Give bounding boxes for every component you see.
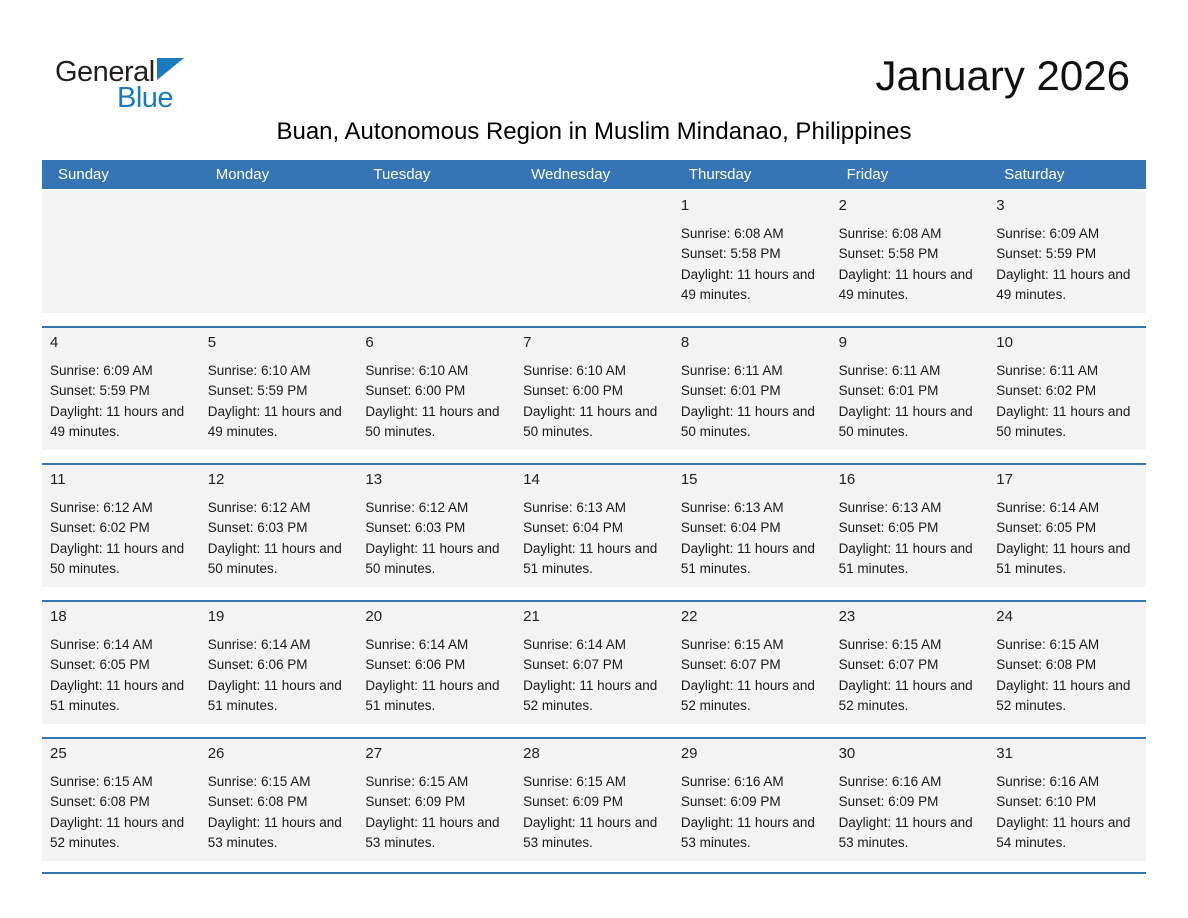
weekday-header-sunday: Sunday bbox=[58, 166, 109, 183]
day-cell bbox=[200, 191, 358, 313]
daylight-text: Daylight: 11 hours and 51 minutes. bbox=[365, 677, 500, 713]
sunset-text: Sunset: 6:05 PM bbox=[996, 520, 1097, 536]
daylight-text: Daylight: 11 hours and 51 minutes. bbox=[207, 677, 342, 713]
day-cell bbox=[357, 465, 515, 587]
day-number: 21 bbox=[523, 608, 540, 625]
sunset-text: Sunset: 6:04 PM bbox=[523, 520, 623, 536]
sunrise-text: Sunrise: 6:13 AM bbox=[523, 500, 626, 515]
day-cell bbox=[200, 465, 358, 587]
day-cell bbox=[831, 328, 989, 450]
sunset-text: Sunset: 6:00 PM bbox=[523, 383, 623, 399]
day-number: 1 bbox=[680, 197, 690, 214]
sunrise-text: Sunrise: 6:11 AM bbox=[680, 363, 783, 378]
sunrise-text: Sunrise: 6:15 AM bbox=[838, 637, 942, 652]
day-number: 7 bbox=[523, 334, 532, 351]
day-number: 6 bbox=[365, 334, 374, 351]
daylight-text: Daylight: 11 hours and 51 minutes. bbox=[523, 540, 658, 576]
day-cell bbox=[988, 191, 1146, 313]
week-row-3 bbox=[42, 463, 1146, 587]
sunrise-text: Sunrise: 6:08 AM bbox=[838, 226, 942, 241]
daylight-text: Daylight: 11 hours and 52 minutes. bbox=[680, 677, 815, 713]
month-title: January 2026 bbox=[875, 52, 1130, 99]
daylight-text: Daylight: 11 hours and 49 minutes. bbox=[50, 403, 185, 439]
sunset-text: Sunset: 6:05 PM bbox=[50, 657, 150, 673]
day-cell bbox=[673, 465, 831, 587]
day-number: 24 bbox=[996, 608, 1013, 625]
logo-text-general: General bbox=[55, 56, 155, 88]
daylight-text: Daylight: 11 hours and 50 minutes. bbox=[365, 540, 500, 576]
sunset-text: Sunset: 6:07 PM bbox=[523, 657, 623, 673]
daylight-text: Daylight: 11 hours and 52 minutes. bbox=[523, 677, 658, 713]
day-cell bbox=[515, 191, 673, 313]
daylight-text: Daylight: 11 hours and 50 minutes. bbox=[680, 403, 815, 439]
day-cell bbox=[988, 328, 1146, 450]
sunset-text: Sunset: 6:06 PM bbox=[207, 657, 308, 673]
day-cell bbox=[357, 328, 515, 450]
week-row-1 bbox=[42, 191, 1146, 313]
sunset-text: Sunset: 6:09 PM bbox=[365, 794, 466, 810]
sunrise-text: Sunrise: 6:15 AM bbox=[207, 774, 311, 789]
daylight-text: Daylight: 11 hours and 53 minutes. bbox=[523, 814, 658, 850]
sunrise-text: Sunrise: 6:14 AM bbox=[207, 637, 311, 652]
day-cell bbox=[357, 191, 515, 313]
day-cell bbox=[42, 465, 200, 587]
day-cell bbox=[357, 602, 515, 724]
sunset-text: Sunset: 6:07 PM bbox=[680, 657, 781, 673]
daylight-text: Daylight: 11 hours and 49 minutes. bbox=[996, 266, 1131, 302]
sunrise-text: Sunrise: 6:10 AM bbox=[207, 363, 311, 378]
sunrise-text: Sunrise: 6:14 AM bbox=[523, 637, 626, 652]
sunset-text: Sunset: 6:03 PM bbox=[365, 520, 466, 536]
sunset-text: Sunset: 6:08 PM bbox=[996, 657, 1097, 673]
day-number: 13 bbox=[365, 471, 383, 488]
day-cell bbox=[515, 328, 673, 450]
day-cell bbox=[42, 328, 200, 450]
day-cell bbox=[357, 739, 515, 861]
day-cell bbox=[988, 739, 1146, 861]
day-number: 20 bbox=[365, 608, 383, 625]
sunset-text: Sunset: 6:05 PM bbox=[838, 520, 939, 536]
day-cell bbox=[42, 739, 200, 861]
sunset-text: Sunset: 5:59 PM bbox=[207, 383, 308, 399]
sunrise-text: Sunrise: 6:12 AM bbox=[50, 500, 153, 515]
daylight-text: Daylight: 11 hours and 54 minutes. bbox=[996, 814, 1131, 850]
day-number: 2 bbox=[838, 197, 847, 214]
general-blue-logo bbox=[55, 58, 184, 113]
day-cell bbox=[831, 191, 989, 313]
day-number: 19 bbox=[207, 608, 225, 625]
daylight-text: Daylight: 11 hours and 49 minutes. bbox=[680, 266, 815, 302]
daylight-text: Daylight: 11 hours and 52 minutes. bbox=[50, 814, 185, 850]
sunrise-text: Sunrise: 6:09 AM bbox=[50, 363, 153, 378]
day-cell bbox=[673, 739, 831, 861]
day-number: 31 bbox=[996, 745, 1013, 762]
sunset-text: Sunset: 5:59 PM bbox=[50, 383, 150, 399]
day-cell bbox=[200, 328, 358, 450]
sunset-text: Sunset: 5:58 PM bbox=[680, 246, 781, 262]
day-number: 11 bbox=[50, 471, 66, 488]
weekday-header-thursday: Thursday bbox=[688, 166, 752, 183]
sunset-text: Sunset: 6:02 PM bbox=[50, 520, 150, 536]
sunrise-text: Sunrise: 6:10 AM bbox=[523, 363, 626, 378]
day-cell bbox=[515, 465, 673, 587]
day-number: 3 bbox=[996, 197, 1005, 214]
day-number: 30 bbox=[838, 745, 856, 762]
sunrise-text: Sunrise: 6:15 AM bbox=[523, 774, 626, 789]
sunset-text: Sunset: 5:58 PM bbox=[838, 246, 939, 262]
day-cell bbox=[673, 328, 831, 450]
day-cell bbox=[515, 602, 673, 724]
week-row-5 bbox=[42, 737, 1146, 861]
sunrise-text: Sunrise: 6:16 AM bbox=[680, 774, 784, 789]
daylight-text: Daylight: 11 hours and 53 minutes. bbox=[207, 814, 342, 850]
sunrise-text: Sunrise: 6:11 AM bbox=[838, 363, 941, 378]
sunset-text: Sunset: 6:09 PM bbox=[523, 794, 623, 810]
day-number: 15 bbox=[680, 471, 698, 488]
day-cell bbox=[42, 602, 200, 724]
calendar-table bbox=[42, 160, 1146, 874]
day-number: 8 bbox=[680, 334, 690, 351]
sunrise-text: Sunrise: 6:13 AM bbox=[680, 500, 784, 515]
sunset-text: Sunset: 6:10 PM bbox=[996, 794, 1097, 810]
day-number: 26 bbox=[207, 745, 225, 762]
sunrise-text: Sunrise: 6:15 AM bbox=[680, 637, 784, 652]
day-cell bbox=[515, 739, 673, 861]
day-cell bbox=[831, 602, 989, 724]
day-number: 12 bbox=[207, 471, 225, 488]
weekday-header-saturday: Saturday bbox=[1004, 166, 1065, 183]
daylight-text: Daylight: 11 hours and 53 minutes. bbox=[838, 814, 973, 850]
day-number: 16 bbox=[838, 471, 856, 488]
daylight-text: Daylight: 11 hours and 51 minutes. bbox=[838, 540, 973, 576]
sunset-text: Sunset: 6:00 PM bbox=[365, 383, 466, 399]
day-cell bbox=[673, 602, 831, 724]
sunset-text: Sunset: 6:03 PM bbox=[207, 520, 308, 536]
sunset-text: Sunset: 6:02 PM bbox=[996, 383, 1097, 399]
sunset-text: Sunset: 6:08 PM bbox=[207, 794, 308, 810]
sunrise-text: Sunrise: 6:16 AM bbox=[996, 774, 1100, 789]
week-row-4 bbox=[42, 600, 1146, 724]
location-title: Buan, Autonomous Region in Muslim Mindanao, Philippines bbox=[276, 118, 912, 145]
week-row-2 bbox=[42, 326, 1146, 450]
logo-text-blue: Blue bbox=[117, 82, 174, 114]
day-number: 4 bbox=[50, 334, 59, 351]
calendar-bottom-rule bbox=[42, 872, 1146, 874]
weekday-header-wednesday: Wednesday bbox=[531, 166, 611, 183]
daylight-text: Daylight: 11 hours and 50 minutes. bbox=[523, 403, 658, 439]
daylight-text: Daylight: 11 hours and 50 minutes. bbox=[207, 540, 342, 576]
day-cell bbox=[200, 739, 358, 861]
sunrise-text: Sunrise: 6:14 AM bbox=[50, 637, 153, 652]
weekday-header-friday: Friday bbox=[846, 166, 889, 183]
day-number: 27 bbox=[365, 745, 383, 762]
sunrise-text: Sunrise: 6:10 AM bbox=[365, 363, 469, 378]
sunrise-text: Sunrise: 6:14 AM bbox=[365, 637, 469, 652]
day-cell bbox=[988, 465, 1146, 587]
sunset-text: Sunset: 6:06 PM bbox=[365, 657, 466, 673]
sunset-text: Sunset: 6:08 PM bbox=[50, 794, 150, 810]
sunrise-text: Sunrise: 6:15 AM bbox=[365, 774, 469, 789]
logo-triangle-icon bbox=[157, 58, 184, 80]
weekday-header-monday: Monday bbox=[215, 166, 270, 183]
day-number: 28 bbox=[523, 745, 540, 762]
sunrise-text: Sunrise: 6:12 AM bbox=[207, 500, 311, 515]
sunset-text: Sunset: 6:04 PM bbox=[680, 520, 781, 536]
sunset-text: Sunset: 6:01 PM bbox=[838, 383, 939, 399]
sunset-text: Sunset: 5:59 PM bbox=[996, 246, 1097, 262]
daylight-text: Daylight: 11 hours and 51 minutes. bbox=[680, 540, 815, 576]
sunrise-text: Sunrise: 6:13 AM bbox=[838, 500, 942, 515]
sunset-text: Sunset: 6:07 PM bbox=[838, 657, 939, 673]
sunset-text: Sunset: 6:09 PM bbox=[680, 794, 781, 810]
day-number: 22 bbox=[680, 608, 698, 625]
day-number: 23 bbox=[838, 608, 856, 625]
day-cell bbox=[200, 602, 358, 724]
daylight-text: Daylight: 11 hours and 52 minutes. bbox=[996, 677, 1131, 713]
sunrise-text: Sunrise: 6:15 AM bbox=[996, 637, 1100, 652]
daylight-text: Daylight: 11 hours and 50 minutes. bbox=[996, 403, 1131, 439]
sunrise-text: Sunrise: 6:11 AM bbox=[996, 363, 1099, 378]
day-number: 18 bbox=[50, 608, 67, 625]
day-cell bbox=[988, 602, 1146, 724]
sunrise-text: Sunrise: 6:09 AM bbox=[996, 226, 1100, 241]
sunrise-text: Sunrise: 6:08 AM bbox=[680, 226, 784, 241]
day-cell bbox=[831, 739, 989, 861]
sunset-text: Sunset: 6:09 PM bbox=[838, 794, 939, 810]
daylight-text: Daylight: 11 hours and 50 minutes. bbox=[838, 403, 973, 439]
daylight-text: Daylight: 11 hours and 49 minutes. bbox=[207, 403, 342, 439]
sunset-text: Sunset: 6:01 PM bbox=[680, 383, 781, 399]
daylight-text: Daylight: 11 hours and 53 minutes. bbox=[680, 814, 815, 850]
day-number: 14 bbox=[523, 471, 540, 488]
sunrise-text: Sunrise: 6:16 AM bbox=[838, 774, 942, 789]
day-cell bbox=[42, 191, 200, 313]
day-number: 5 bbox=[207, 334, 217, 351]
day-number: 17 bbox=[996, 471, 1013, 488]
daylight-text: Daylight: 11 hours and 49 minutes. bbox=[838, 266, 973, 302]
daylight-text: Daylight: 11 hours and 52 minutes. bbox=[838, 677, 973, 713]
weekday-header-tuesday: Tuesday bbox=[373, 166, 431, 183]
day-number: 10 bbox=[996, 334, 1013, 351]
daylight-text: Daylight: 11 hours and 53 minutes. bbox=[365, 814, 500, 850]
sunrise-text: Sunrise: 6:12 AM bbox=[365, 500, 469, 515]
sunrise-text: Sunrise: 6:14 AM bbox=[996, 500, 1100, 515]
day-number: 29 bbox=[680, 745, 698, 762]
sunrise-text: Sunrise: 6:15 AM bbox=[50, 774, 153, 789]
day-number: 9 bbox=[838, 334, 847, 351]
day-cell bbox=[831, 465, 989, 587]
weekday-header-row bbox=[42, 160, 1146, 189]
daylight-text: Daylight: 11 hours and 51 minutes. bbox=[50, 677, 185, 713]
daylight-text: Daylight: 11 hours and 50 minutes. bbox=[50, 540, 185, 576]
day-number: 25 bbox=[50, 745, 67, 762]
daylight-text: Daylight: 11 hours and 50 minutes. bbox=[365, 403, 500, 439]
daylight-text: Daylight: 11 hours and 51 minutes. bbox=[996, 540, 1131, 576]
day-cell bbox=[673, 191, 831, 313]
